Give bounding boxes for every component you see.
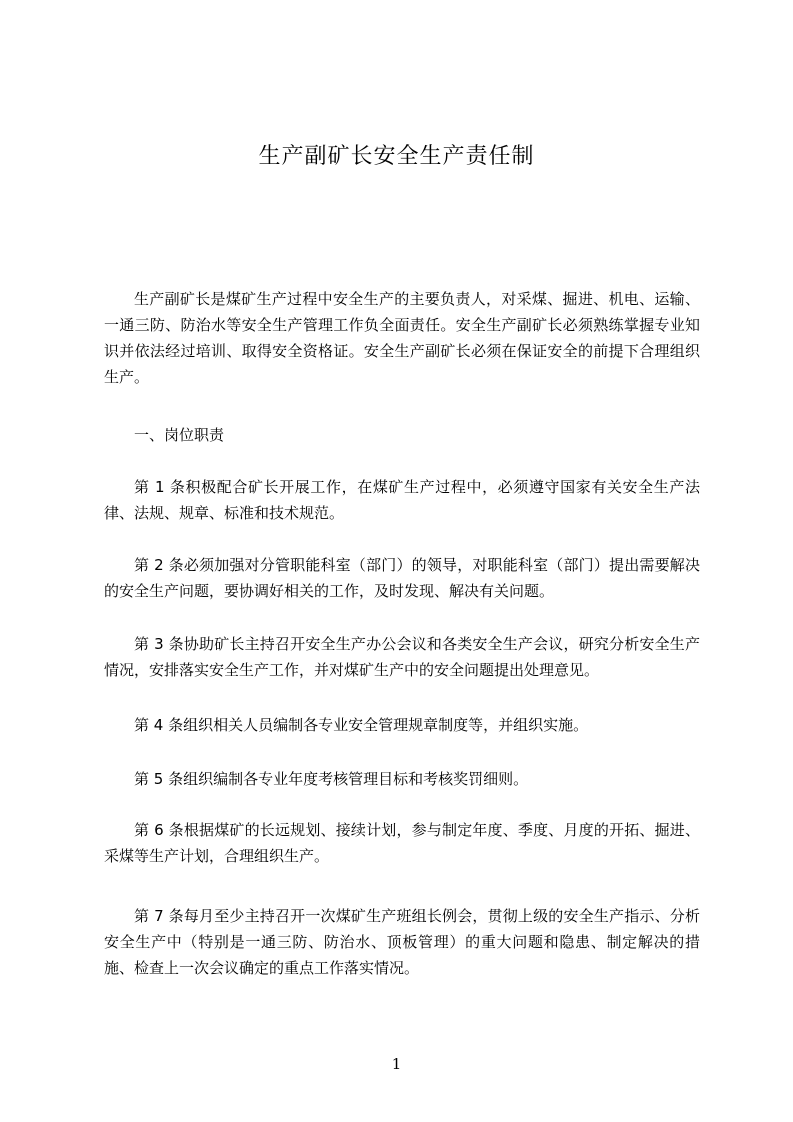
article-6: 第 6 条根据煤矿的长远规划、接续计划，参与制定年度、季度、月度的开拓、掘进、采煤等生产计划，合理组织生产。	[104, 821, 700, 865]
article-3: 第 3 条协助矿长主持召开安全生产办公会议和各类安全生产会议，研究分析安全生产情况，安排落实安全生产工作，并对煤矿生产中的安全问题提出处理意见。	[104, 635, 700, 679]
document-title: 生产副矿长安全生产责任制	[258, 144, 535, 169]
section-heading-job-duties: 一、岗位职责	[134, 426, 225, 444]
intro-paragraph: 生产副矿长是煤矿生产过程中安全生产的主要负责人，对采煤、掘进、机电、运输、一通三防、防治水等安全生产管理工作负全面责任。安全生产副矿长必须熟练掌握专业知识并依法经过培训、取得安全资格证。安全生产副矿长必须在保证安全的前提下合理组织生产。	[104, 290, 700, 386]
article-7: 第 7 条每月至少主持召开一次煤矿生产班组长例会，贯彻上级的安全生产指示、分析安全生产中（特别是一通三防、防治水、顶板管理）的重大问题和隐患、制定解决的措施、检查上一次会议确定的重点工作落实情况。	[104, 907, 700, 977]
page-number: 1	[391, 1055, 402, 1073]
article-2: 第 2 条必须加强对分管职能科室（部门）的领导，对职能科室（部门）提出需要解决的安全生产问题，要协调好相关的工作，及时发现、解决有关问题。	[104, 556, 700, 600]
article-1: 第 1 条积极配合矿长开展工作，在煤矿生产过程中，必须遵守国家有关安全生产法律、法规、规章、标准和技术规范。	[104, 478, 700, 522]
article-5: 第 5 条组织编制各专业年度考核管理目标和考核奖罚细则。	[134, 770, 529, 788]
article-4: 第 4 条组织相关人员编制各专业安全管理规章制度等，并组织实施。	[134, 716, 589, 734]
